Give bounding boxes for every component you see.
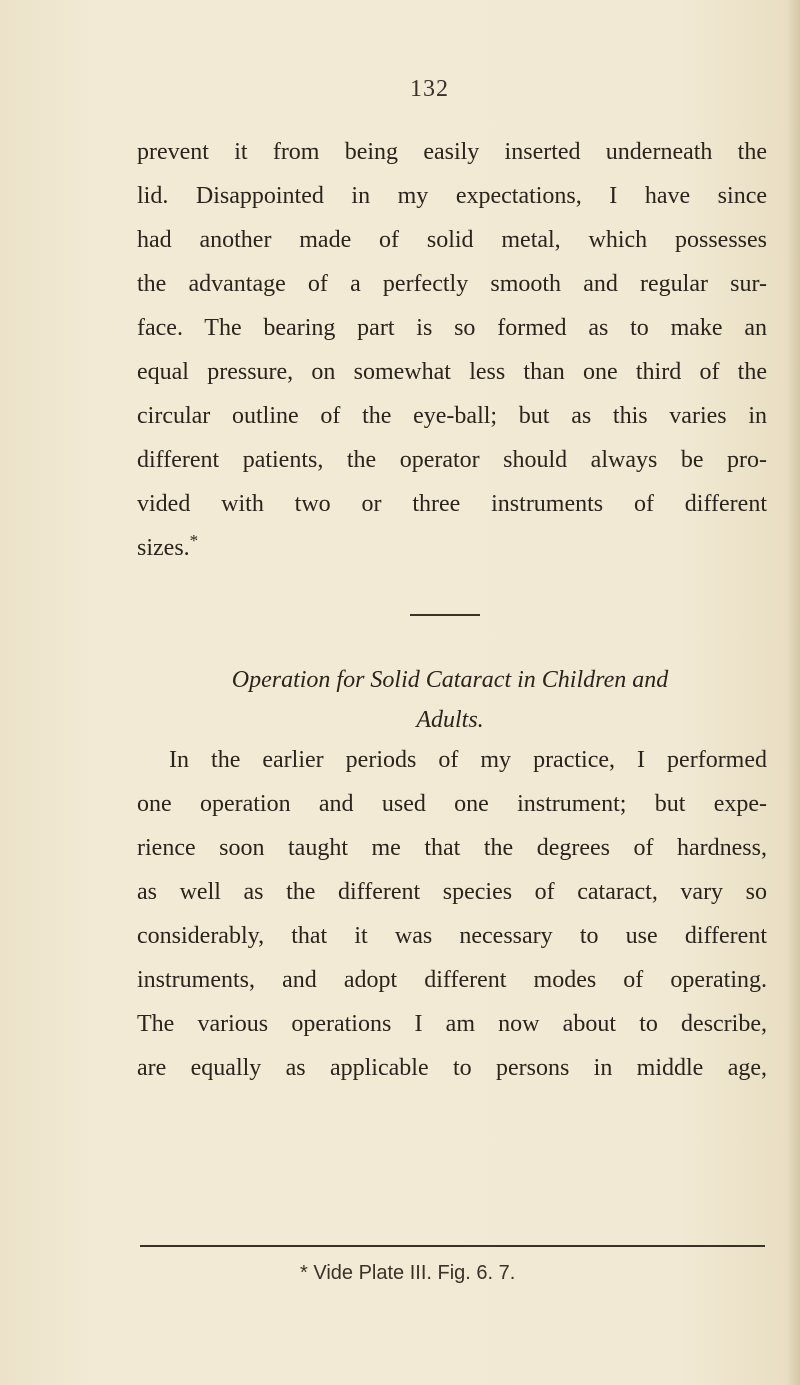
paragraph-1: [137, 130, 767, 570]
text-line: In the earlier periods of my practice, I performed: [169, 747, 767, 773]
heading-line: Adults.: [416, 707, 484, 733]
text-line: face. The bearing part is so formed as to make an: [137, 315, 767, 341]
footnote-marker: *: [189, 531, 199, 550]
text-line: prevent it from being easily inserted underneath the: [137, 139, 767, 165]
section-heading: [120, 660, 780, 740]
text-line: considerably, that it was necessary to use different: [137, 923, 767, 949]
text-line-last: [137, 526, 767, 570]
text-line: equal pressure, on somewhat less than one third of the: [137, 359, 767, 385]
text-line: instruments, and adopt different modes of operating.: [137, 967, 767, 993]
text-line: one operation and used one instrument; but expe-: [137, 791, 767, 817]
text-line: had another made of solid metal, which possesses: [137, 227, 767, 253]
text-line: The various operations I am now about to describe,: [137, 1011, 767, 1037]
text-line: different patients, the operator should always be pro-: [137, 447, 767, 473]
text-line: the advantage of a perfectly smooth and regular sur-: [137, 271, 767, 297]
text-line: are equally as applicable to persons in middle age,: [137, 1055, 767, 1081]
footnote-rule: [140, 1245, 765, 1247]
page-number: 132: [410, 76, 449, 102]
text-line: rience soon taught me that the degrees of hardness,: [137, 835, 767, 861]
page-edge-shadow: [786, 0, 800, 1385]
text-line: vided with two or three instruments of different: [137, 491, 767, 517]
text-line: lid. Disappointed in my expectations, I have since: [137, 183, 767, 209]
heading-line: Operation for Solid Cataract in Children and: [231, 667, 669, 693]
section-divider: [410, 614, 480, 616]
text-line-content: sizes.: [137, 535, 190, 561]
footnote: * Vide Plate III. Fig. 6. 7.: [300, 1262, 516, 1284]
text-line: circular outline of the eye-ball; but as this varies in: [137, 403, 767, 429]
paragraph-2: [137, 738, 767, 1090]
text-line: as well as the different species of cataract, vary so: [137, 879, 767, 905]
